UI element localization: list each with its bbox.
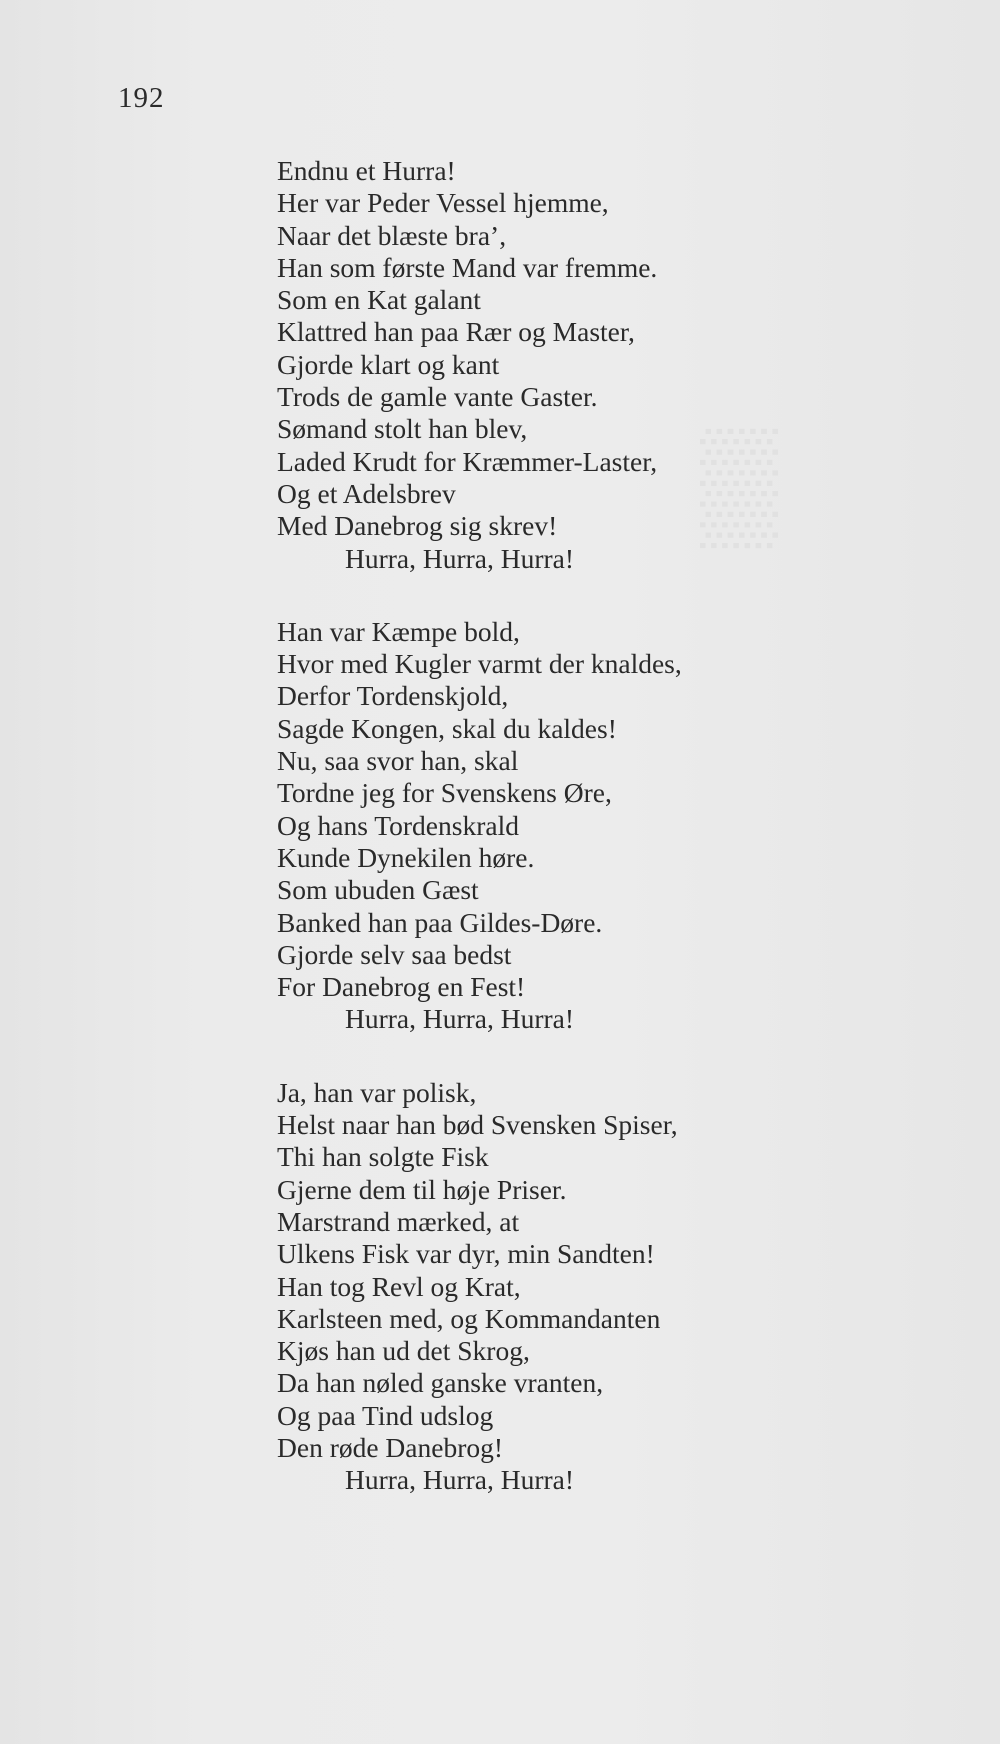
refrain-line: Hurra, Hurra, Hurra!: [345, 1464, 575, 1496]
verse-line: Gjorde selv saa bedst: [277, 938, 512, 970]
verse-line: Laded Krudt for Kræmmer-Laster,: [277, 445, 658, 477]
verse-line: Den røde Danebrog!: [277, 1431, 504, 1463]
verse-line: Naar det blæste bra’,: [277, 219, 507, 251]
verse-line: Ja, han var polisk,: [277, 1076, 477, 1108]
verse-line: Derfor Tordenskjold,: [277, 680, 509, 712]
verse-line: For Danebrog en Fest!: [277, 971, 526, 1003]
verse-line: Og hans Tordenskrald: [277, 809, 519, 841]
verse-line: Karlsteen med, og Kommandanten: [277, 1302, 661, 1334]
verse-line: Som en Kat galant: [277, 284, 481, 316]
verse-line: Og paa Tind udslog: [277, 1399, 494, 1431]
verse-line: Thi han solgte Fisk: [277, 1141, 489, 1173]
verse-line: Nu, saa svor han, skal: [277, 745, 519, 777]
verse-line: Sømand stolt han blev,: [277, 413, 528, 445]
verse-line: Kjøs han ud det Skrog,: [277, 1335, 530, 1367]
verse-line: Tordne jeg for Svenskens Øre,: [277, 777, 612, 809]
verse-line: Med Danebrog sig skrev!: [277, 510, 558, 542]
verse-line: Han som første Mand var fremme.: [277, 251, 658, 283]
verse-line: Ulkens Fisk var dyr, min Sandten!: [277, 1238, 655, 1270]
verse-line: Hvor med Kugler varmt der knaldes,: [277, 648, 682, 680]
verse-line: Endnu et Hurra!: [277, 155, 456, 186]
verse-line: Banked han paa Gildes-Døre.: [277, 906, 603, 938]
stanza-1: [277, 155, 837, 575]
verse-line: Og et Adelsbrev: [277, 477, 456, 509]
verse-line: Marstrand mærked, at: [277, 1205, 520, 1237]
verse-line: Gjerne dem til høje Priser.: [277, 1173, 567, 1205]
verse-line: Han tog Revl og Krat,: [277, 1270, 521, 1302]
verse-line: Klattred han paa Rær og Master,: [277, 316, 635, 348]
verse-line: Sagde Kongen, skal du kaldes!: [277, 712, 617, 744]
page-number: 192: [118, 82, 165, 114]
poem: [277, 155, 837, 1538]
stanza-2: [277, 616, 837, 1036]
verse-line: Som ubuden Gæst: [277, 874, 479, 906]
refrain-line: Hurra, Hurra, Hurra!: [345, 542, 575, 574]
verse-line: Helst naar han bød Svensken Spiser,: [277, 1109, 678, 1141]
verse-line: Her var Peder Vessel hjemme,: [277, 187, 609, 219]
refrain-line: Hurra, Hurra, Hurra!: [345, 1003, 575, 1035]
verse-line: Han var Kæmpe bold,: [277, 615, 520, 647]
stanza-3: [277, 1077, 837, 1497]
verse-line: Kunde Dynekilen høre.: [277, 841, 535, 873]
verse-line: Gjorde klart og kant: [277, 348, 500, 380]
verse-line: Da han nøled ganske vranten,: [277, 1367, 604, 1399]
verse-line: Trods de gamle vante Gaster.: [277, 381, 598, 413]
bleed-through-shadow: ▒: [700, 422, 778, 544]
